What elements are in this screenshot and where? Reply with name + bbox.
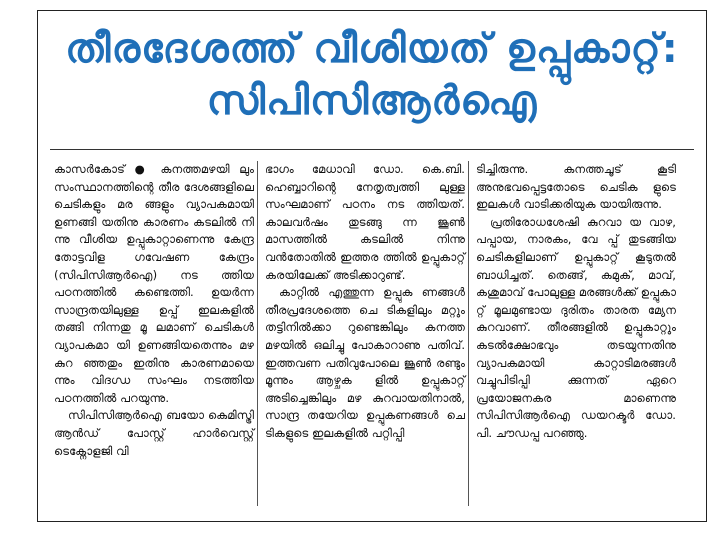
column-1-paragraph-1: കാസര്‍കോട് ● കനത്തമഴയി ലും സംസ്ഥാനത്തിന്റെ തീര ദേശങ്ങളിലെ ചെടികളും മര ങ്ങളും വ്യാപകമായി ഉണങ്ങി യതിനു കാരണം കടലില്‍ നി ന്നു വീശിയ ഉപ്പുകാറ്റാണെന്നു കേന്ദ്ര തോട്ടവിള ഗവേഷണ കേന്ദ്രം (സിപിസിആര്‍ഐ) നട ത്തിയ പഠനത്തില്‍ കണ്ടെത്തി. ഉയര്‍ന്ന സാന്ദ്രതയിലുള്ള ഉപ്പ് ഇലകളില്‍ തങ്ങി നിന്നതു മൂ ലമാണ് ചെടികള്‍ വ്യാപകമാ യി ഉണങ്ങിയതെന്നും മഴ കുറ ഞ്ഞതും ഇതിനു കാരണമായെ ന്നും വിദഗ്ധ സംഘം നടത്തിയ പഠനത്തില്‍ പറയുന്നു.: [54, 162, 254, 405]
column-2-paragraph-2: കാറ്റില്‍ എത്തുന്ന ഉപ്പുക ണങ്ങള്‍ തീരപ്രദേശത്തെ ചെ ടികളിലും മറ്റും തട്ടിനില്‍ക്കാ റുണ്ടെങ്കിലും കനത്ത മഴയില്‍ ഒലിച്ചു പോകാറാണു പതിവ്. ഇത്തവണ പതിവുപോലെ ജൂണ്‍ രണ്ടും മൂന്നും ആഴ്ചക ളില്‍ ഉപ്പുകാറ്റ് അടിച്ചെങ്കിലും മഴ കുറവായതിനാല്‍, സാന്ദ്ര തയേറിയ ഉപ്പുകണങ്ങള്‍ ചെ ടികളുടെ ഇലകളില്‍ പറ്റിപ്പി: [265, 285, 465, 440]
column-divider-2: [468, 161, 469, 506]
column-divider-1: [257, 161, 258, 506]
column-1-paragraph-2: സിപിസിആര്‍ഐ ബയോ കെമിസ്ട്രി ആന്‍ഡ് പോസ്റ്റ് ഹാര്‍വെസ്റ്റ് ടെക്നോളജി വി: [54, 408, 254, 458]
column-2-paragraph-1: ഭാഗം മേധാവി ഡോ. കെ.ബി. ഹെബ്ബാറിന്റെ നേതൃത്വത്തി ലുള്ള സംഘമാണ് പഠനം നട ത്തിയത്. കാലവര്‍ഷം തുടങ്ങു ന്ന ജൂണ്‍ മാസത്തില്‍ കടലില്‍ നിന്നു വന്‍തോതില്‍ ഇത്തര ത്തില്‍ ഉപ്പുകാറ്റ് കരയിലേക്ക് അടിക്കാറുണ്ട്.: [265, 162, 465, 282]
headline: [38, 23, 706, 127]
article-column-3: [476, 161, 676, 443]
headline-line-2: സിപിസിആര്‍ഐ: [206, 78, 538, 124]
column-3-paragraph-1: ടിച്ചിരുന്നു. കനത്തചൂട് കൂടി അനുഭവപ്പെട്ടതോടെ ചെടിക ളുടെ ഇലകള്‍ വാടിക്കരിയുക യായിരുന്നു.: [476, 162, 676, 212]
article-column-1: [54, 161, 254, 460]
article-column-2: [265, 161, 465, 443]
headline-line-1: തീരദേശത്ത് വീശിയത് ഉപ്പുകാറ്റ്:: [65, 26, 679, 72]
news-clipping: [37, 10, 707, 522]
column-3-paragraph-2: പ്രതിരോധശേഷി കുറവാ യ വാഴ, പപ്പായ, നാരകം, വേ പ്പ് തുടങ്ങിയ ചെടികളിലാണ് ഉപ്പുകാറ്റ് കൂടുതല്‍ ബാധിച്ചത്. തെങ്ങ്, കമുക്, മാവ്, കശുമാവ് പോലുള്ള മരങ്ങള്‍ക്ക് ഉപ്പുകാ റ്റ് മൂലമുണ്ടായ ദുരിതം താരത മ്യേന കുറവാണ്. തീരങ്ങളില്‍ ഉപ്പുകാറ്റും കടല്‍ക്ഷോഭവും തടയുന്നതിനു വ്യാപകമായി കാറ്റാടിമരങ്ങള്‍ വച്ചുപിടിപ്പി ക്കുന്നത് ഏറെ പ്രയോജനകര മാണെന്നു സിപിസിആര്‍ഐ ഡയറക്ടര്‍ ഡോ. പി. ചൗഡപ്പ പറഞ്ഞു.: [476, 214, 676, 440]
headline-divider: [50, 149, 694, 150]
